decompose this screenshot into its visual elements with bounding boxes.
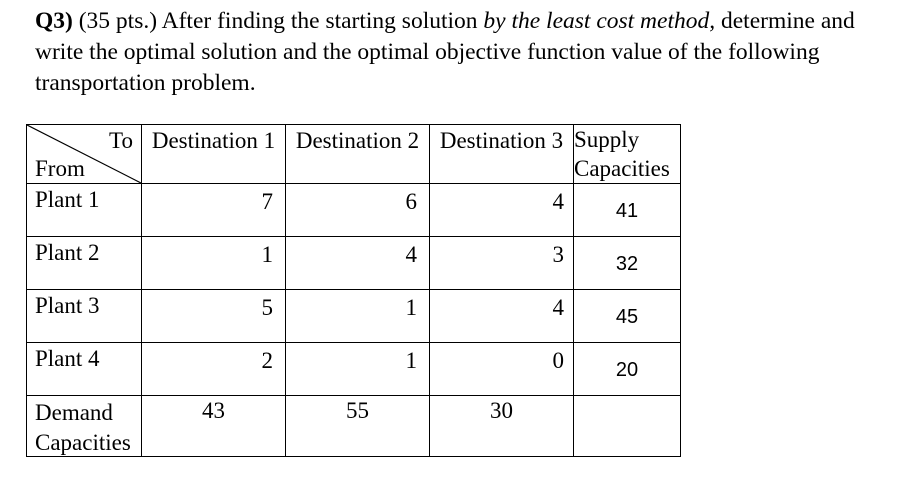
cost-cell: 1 — [286, 290, 430, 343]
supply-cell: 45 — [574, 290, 681, 343]
plant-label: Plant 1 — [27, 184, 142, 237]
corner-to-label: To — [109, 128, 133, 153]
table-row — [27, 237, 681, 290]
plant-label: Plant 4 — [27, 343, 142, 396]
cost-cell: 6 — [286, 184, 430, 237]
cost-cell: 0 — [430, 343, 574, 396]
cost-cell: 1 — [286, 343, 430, 396]
cost-cell: 2 — [142, 343, 286, 396]
cost-cell: 7 — [142, 184, 286, 237]
question-text-part-1: (35 pts.) After finding the starting solution — [72, 8, 484, 34]
table-row — [27, 184, 681, 237]
destination-header-3: Destination 3 — [430, 125, 574, 184]
demand-cell: 30 — [430, 396, 574, 457]
supply-cell: 41 — [574, 184, 681, 237]
cost-cell: 4 — [430, 290, 574, 343]
supply-header: Supply Capacities — [574, 125, 681, 184]
question-number: Q3) — [35, 8, 73, 34]
cost-cell: 5 — [142, 290, 286, 343]
destination-header-2: Destination 2 — [286, 125, 430, 184]
cost-cell: 3 — [430, 237, 574, 290]
corner-cell — [27, 125, 142, 184]
question-emphasis: by the least cost method, — [483, 8, 716, 34]
cost-cell: 1 — [142, 237, 286, 290]
demand-cell: 43 — [142, 396, 286, 457]
transportation-table — [26, 124, 681, 457]
demand-label: Demand Capacities — [27, 396, 142, 457]
cost-cell: 4 — [286, 237, 430, 290]
plant-label: Plant 2 — [27, 237, 142, 290]
table-row — [27, 343, 681, 396]
supply-cell: 20 — [574, 343, 681, 396]
supply-cell: 32 — [574, 237, 681, 290]
demand-cell: 55 — [286, 396, 430, 457]
question-text — [35, 6, 875, 99]
question-text-part-2: determine and write the optimal solution and the optimal objective function value of the following transportation problem. — [35, 8, 855, 96]
destination-header-1: Destination 1 — [142, 125, 286, 184]
empty-cell — [574, 396, 681, 457]
table-row — [27, 290, 681, 343]
header-row — [27, 125, 681, 184]
cost-cell: 4 — [430, 184, 574, 237]
plant-label: Plant 3 — [27, 290, 142, 343]
demand-row — [27, 396, 681, 457]
corner-from-label: From — [35, 156, 85, 181]
